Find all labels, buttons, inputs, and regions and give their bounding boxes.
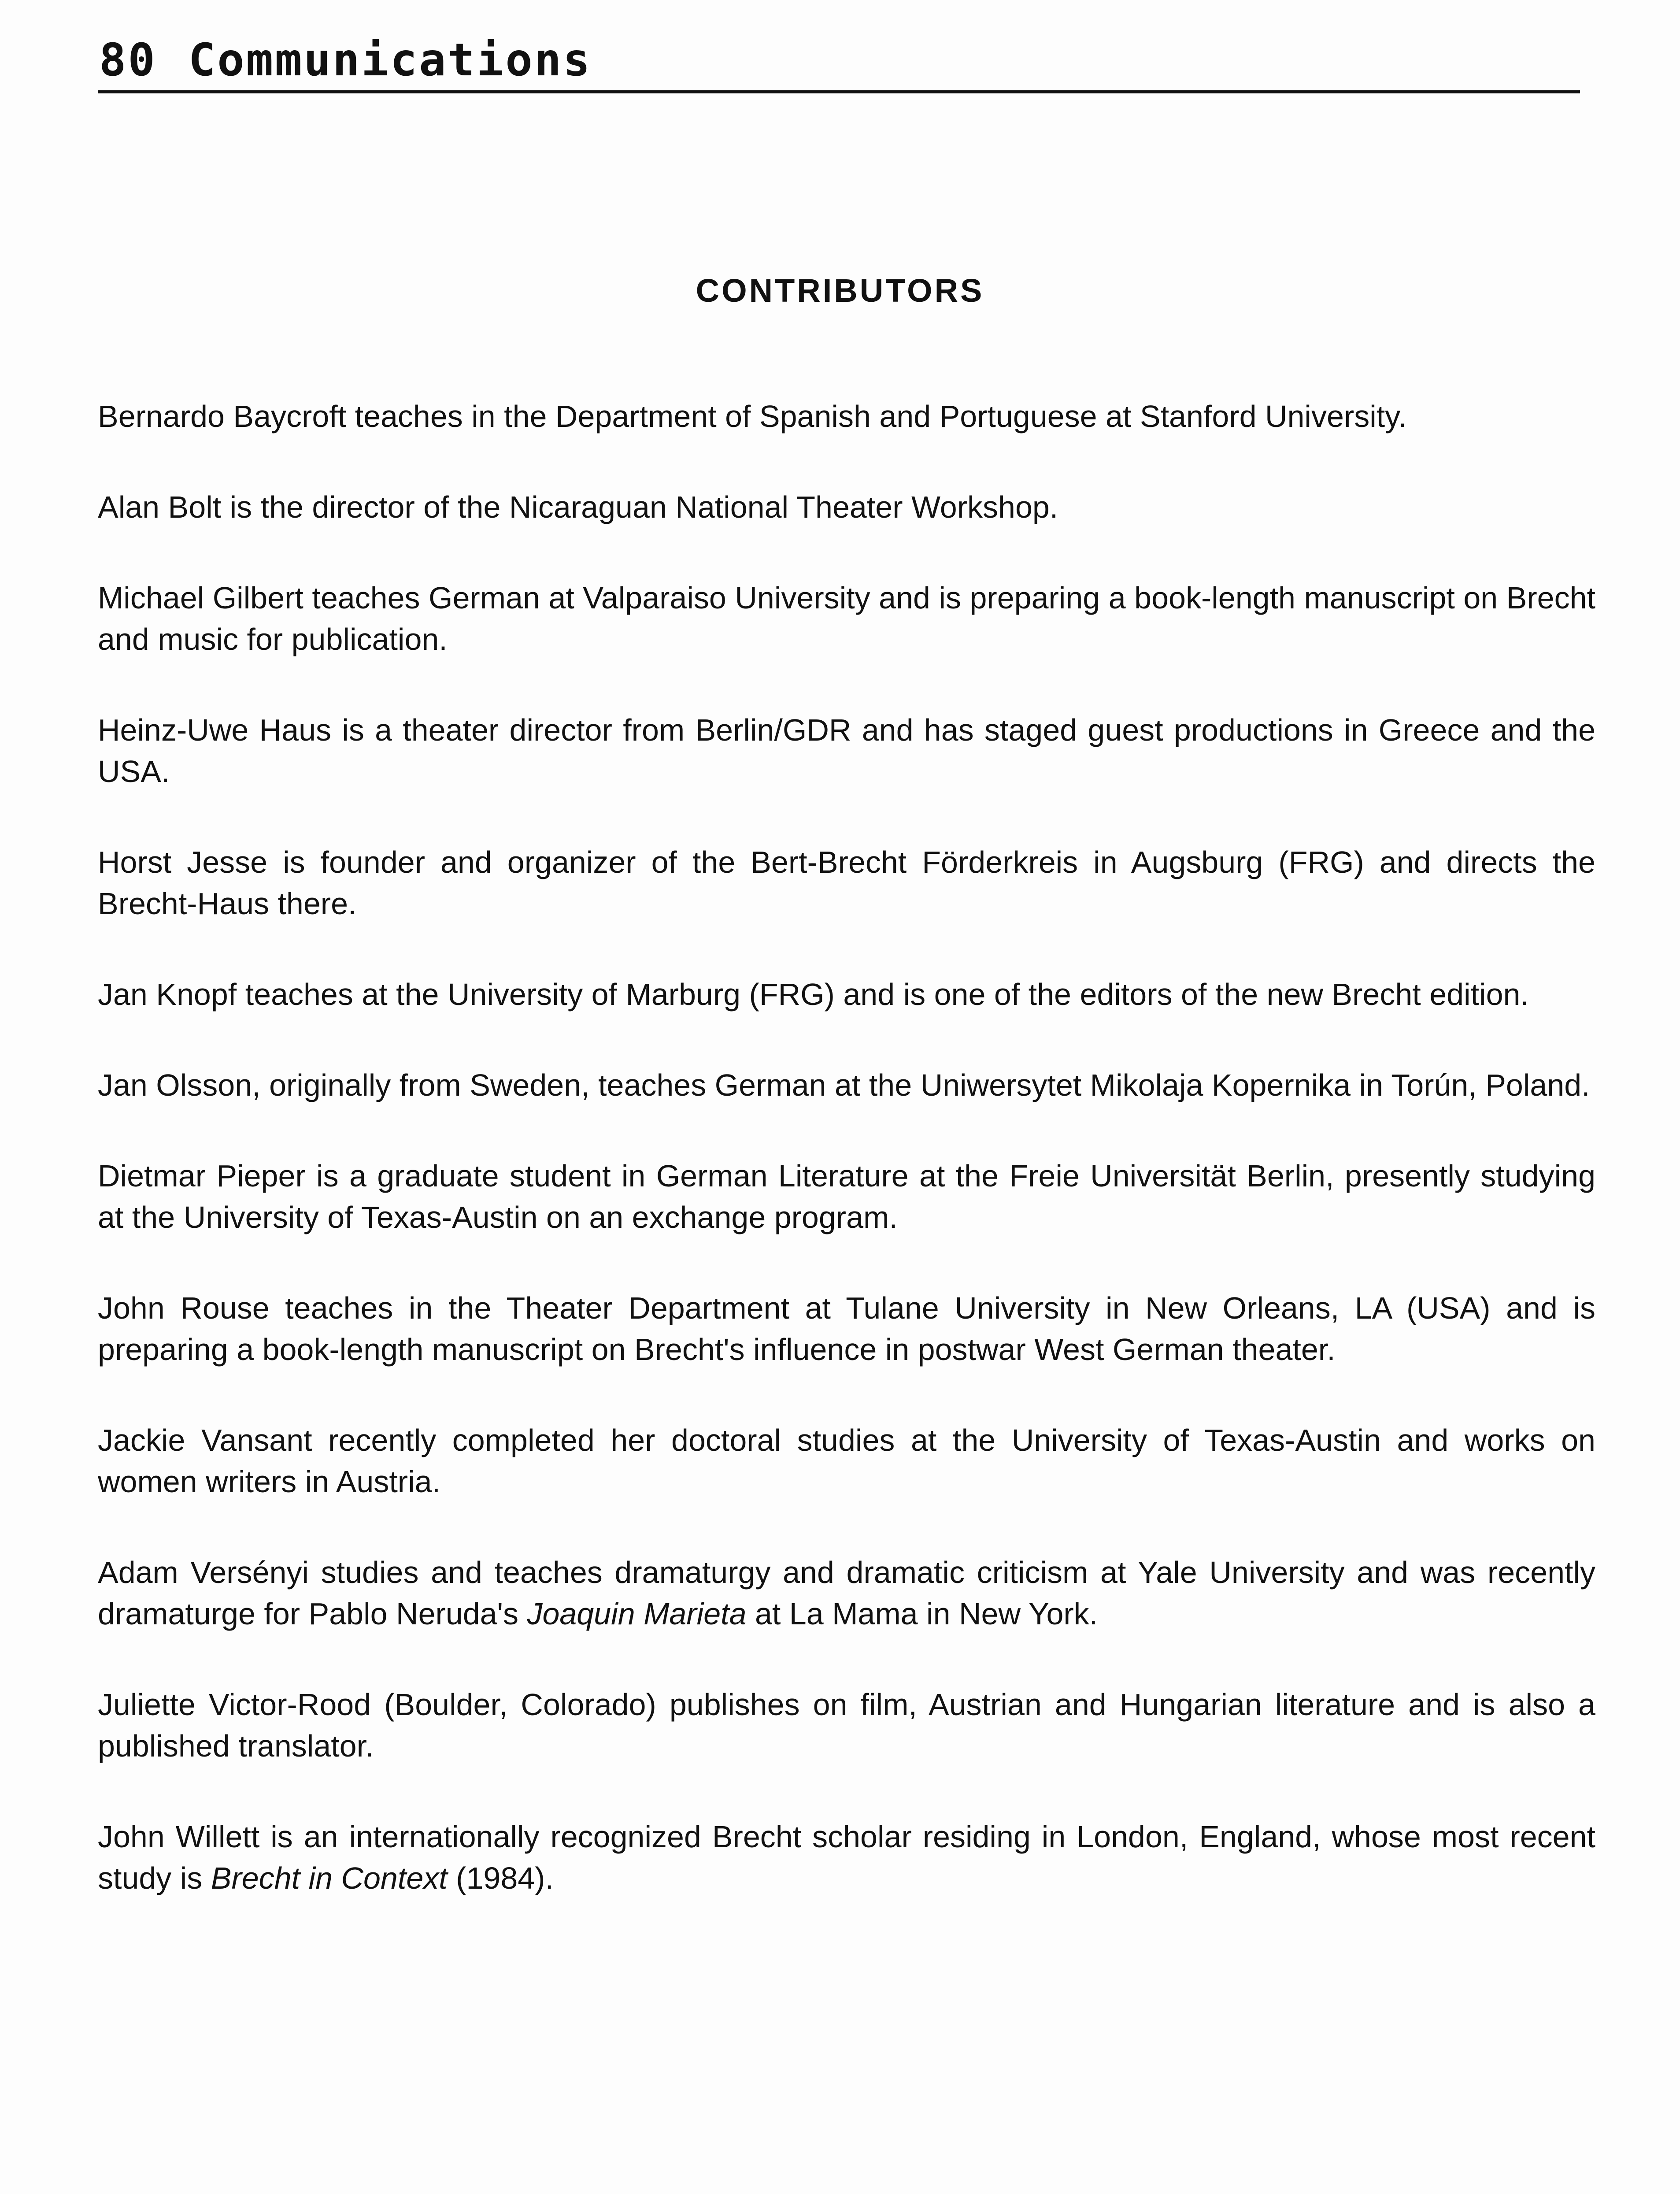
entry-text: John Willett is an internationally recognized Brecht scholar residing in London, England, whose most recent study is (98, 1820, 1595, 1895)
entry-text: (1984). (447, 1861, 554, 1895)
journal-title: Communications (188, 34, 592, 86)
entry-text: at La Mama in New York. (746, 1597, 1098, 1631)
contributor-list (98, 396, 1595, 1948)
work-title: Joaquin Marieta (527, 1597, 747, 1631)
contributor-entry: Bernardo Baycroft teaches in the Department of Spanish and Portuguese at Stanford University. (98, 399, 1407, 434)
page-number: 80 (99, 34, 157, 86)
contributor-entry: Jan Knopf teaches at the University of Marburg (FRG) and is one of the editors of the new Brecht edition. (98, 977, 1529, 1012)
running-head (99, 27, 1579, 93)
contributor-entry: Dietmar Pieper is a graduate student in German Literature at the Freie Universität Berlin, presently studying at the University of Texas-Austin on an exchange program. (98, 1159, 1595, 1234)
section-heading: CONTRIBUTORS (696, 272, 984, 309)
contributor-entry: John Rouse teaches in the Theater Department at Tulane University in New Orleans, LA (USA) and is preparing a book-length manuscript on Brecht's influence in postwar West German theater. (98, 1291, 1595, 1367)
contributor-entry: Jan Olsson, originally from Sweden, teaches German at the Uniwersytet Mikolaja Kopernika in Torún, Poland. (98, 1068, 1590, 1102)
contributor-entry: Michael Gilbert teaches German at Valparaiso University and is preparing a book-length manuscript on Brecht and music for publication. (98, 581, 1595, 656)
entry-text: Adam Versényi studies and teaches dramaturgy and dramatic criticism at Yale University and was recently dramaturge for Pablo Neruda's (98, 1555, 1595, 1631)
contributor-entry (98, 1552, 1595, 1634)
contributor-entry: Jackie Vansant recently completed her doctoral studies at the University of Texas-Austin and works on women writers in Austria. (98, 1423, 1595, 1499)
contributor-entry: Alan Bolt is the director of the Nicaraguan National Theater Workshop. (98, 490, 1058, 524)
contributor-entry: Juliette Victor-Rood (Boulder, Colorado) publishes on film, Austrian and Hungarian literature and is also a published translator. (98, 1687, 1595, 1763)
contributor-entry: Horst Jesse is founder and organizer of the Bert-Brecht Förderkreis in Augsburg (FRG) and directs the Brecht-Haus there. (98, 845, 1595, 921)
work-title: Brecht in Context (211, 1861, 448, 1895)
header-rule (98, 90, 1580, 93)
contributor-entry (98, 1816, 1595, 1899)
contributor-entry: Heinz-Uwe Haus is a theater director from Berlin/GDR and has staged guest productions in Greece and the USA. (98, 713, 1595, 789)
